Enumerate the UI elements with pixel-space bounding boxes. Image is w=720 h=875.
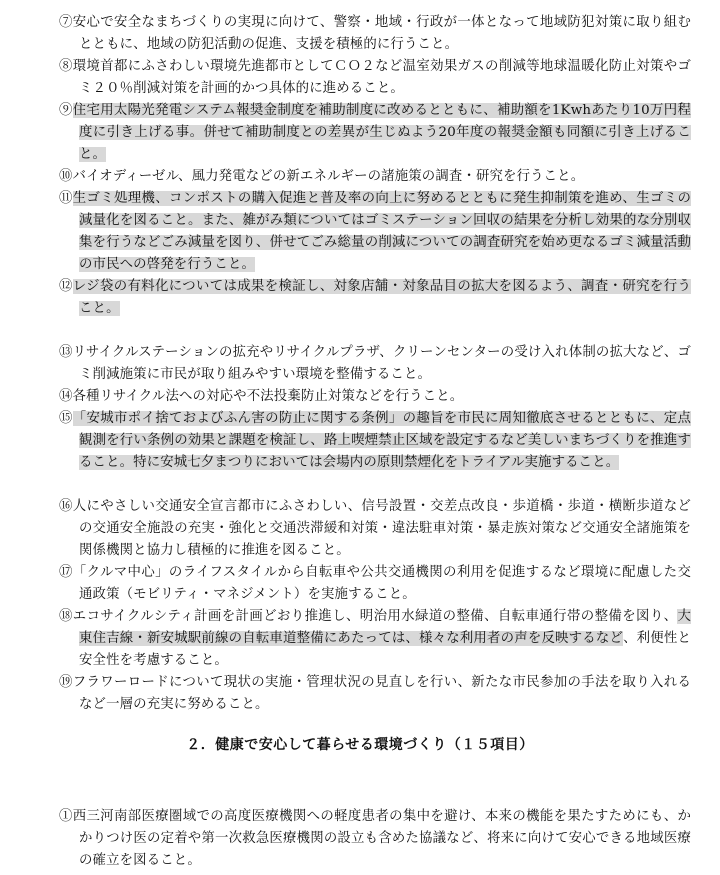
- item-text: ⑨: [59, 103, 73, 118]
- highlighted-text: 大東住吉線・新安城駅前線の自転車道整備にあたっては、様々な利用者の声を反映するなど: [79, 609, 691, 646]
- highlighted-text: 住宅用太陽光発電システム報奨金制度を補助制度に改めるとともに、補助額を1Kwhあたり10万円程度に引き上げる事。併せて補助制度との差異が生じぬよう20年度の報奨金額も同額に引き上げること。: [72, 103, 691, 162]
- item-text: ①西三河南部医療圏域での高度医療機関への軽度患者の集中を避け、本来の機能を果たすためにも、かかりつけ医の定着や第一次救急医療機関の設立も含めた協議など、将来に向けて安心できる地域医療の確立を図ること。: [59, 809, 691, 868]
- item-text: ⑪: [59, 191, 73, 206]
- item-text: ⑮: [59, 411, 73, 426]
- list-item-8: [59, 56, 691, 100]
- list-item-14: [59, 386, 691, 408]
- item-text: ⑫: [59, 279, 73, 294]
- highlighted-text: レジ袋の有料化については成果を検証し、対象店舗・対象品目の拡大を図るよう、調査・研究を行うこと。: [72, 279, 691, 316]
- section2-list-item-1: [59, 806, 691, 872]
- item-text: ⑲フラワーロードについて現状の実施・管理状況の見直しを行い、新たな市民参加の手法を取り入れるなど一層の充実に努めること。: [59, 675, 691, 712]
- highlighted-text: 「安城市ポイ捨ておよびふん害の防止に関する条例」の趣旨を市民に周知徹底させるとともに、定点観測を行い条例の効果と課題を検証し、路上喫煙禁止区域を設定するなど美しいまちづくりを推進すること。特に安城七夕まつりにおいては会場内の原則禁煙化をトライアル実施すること。: [72, 411, 691, 470]
- list-item-9: [59, 100, 691, 166]
- item-text: ⑦安心で安全なまちづくりの実現に向けて、警察・地域・行政が一体となって地域防犯対策に取り組むとともに、地域の防犯活動の促進、支援を積極的に行うこと。: [59, 15, 691, 52]
- item-text: ⑧環境首都にふさわしい環境先進都市としてＣＯ２など温室効果ガスの削減等地球温暖化防止対策やゴミ２０％削減対策を計画的かつ具体的に進めること。: [59, 59, 691, 96]
- list-item-16: [59, 496, 691, 562]
- highlighted-text: 生ゴミ処理機、コンポストの購入促進と普及率の向上に努めるとともに発生抑制策を進め、生ゴミの減量化を図ること。また、雑がみ類についてはゴミステーション回収の結果を分析し効果的な分別収集を行うなどごみ減量を図り、併せてごみ総量の削減についての調査研究を始め更なるゴミ減量活動の市民への啓発を行うこと。: [72, 191, 691, 272]
- list-item-17: [59, 562, 691, 606]
- list-item-12: [59, 276, 691, 320]
- item-text: 、利便性と安全性を考慮すること。: [79, 631, 692, 668]
- list-item-19: [59, 672, 691, 716]
- list-item-15: [59, 408, 691, 474]
- list-item-11: [59, 188, 691, 276]
- item-text: ⑱エコサイクルシティ計画を計画どおり推進し、明治用水緑道の整備、自転車通行帯の整備を図り、: [59, 609, 678, 624]
- item-text: ⑬リサイクルステーションの拡充やリサイクルプラザ、クリーンセンターの受け入れ体制の拡大など、ゴミ削減施策に市民が取り組みやすい環境を整備すること。: [59, 345, 691, 382]
- section-heading: ２．健康で安心して暮らせる環境づくり（１５項目）: [186, 737, 534, 753]
- list-item-7: [59, 12, 691, 56]
- item-text: ⑯人にやさしい交通安全宣言都市にふさわしい、信号設置・交差点改良・歩道橋・歩道・横断歩道などの交通安全施設の充実・強化と交通渋滞緩和対策・違法駐車対策・暴走族対策など交通安全諸施策を関係機関と協力し積極的に推進を図ること。: [59, 499, 691, 558]
- item-text: ⑭各種リサイクル法への対応や不法投棄防止対策などを行うこと。: [59, 389, 464, 404]
- item-text: ⑰「クルマ中心」のライフスタイルから自転車や公共交通機関の利用を促進するなど環境に配慮した交通政策（モビリティ・マネジメント）を実施すること。: [59, 565, 691, 602]
- item-text: ⑩バイオディーゼル、風力発電などの新エネルギーの諸施策の調査・研究を行うこと。: [59, 169, 585, 184]
- list-item-10: [59, 166, 691, 188]
- list-item-13: [59, 342, 691, 386]
- list-item-18: [59, 606, 691, 672]
